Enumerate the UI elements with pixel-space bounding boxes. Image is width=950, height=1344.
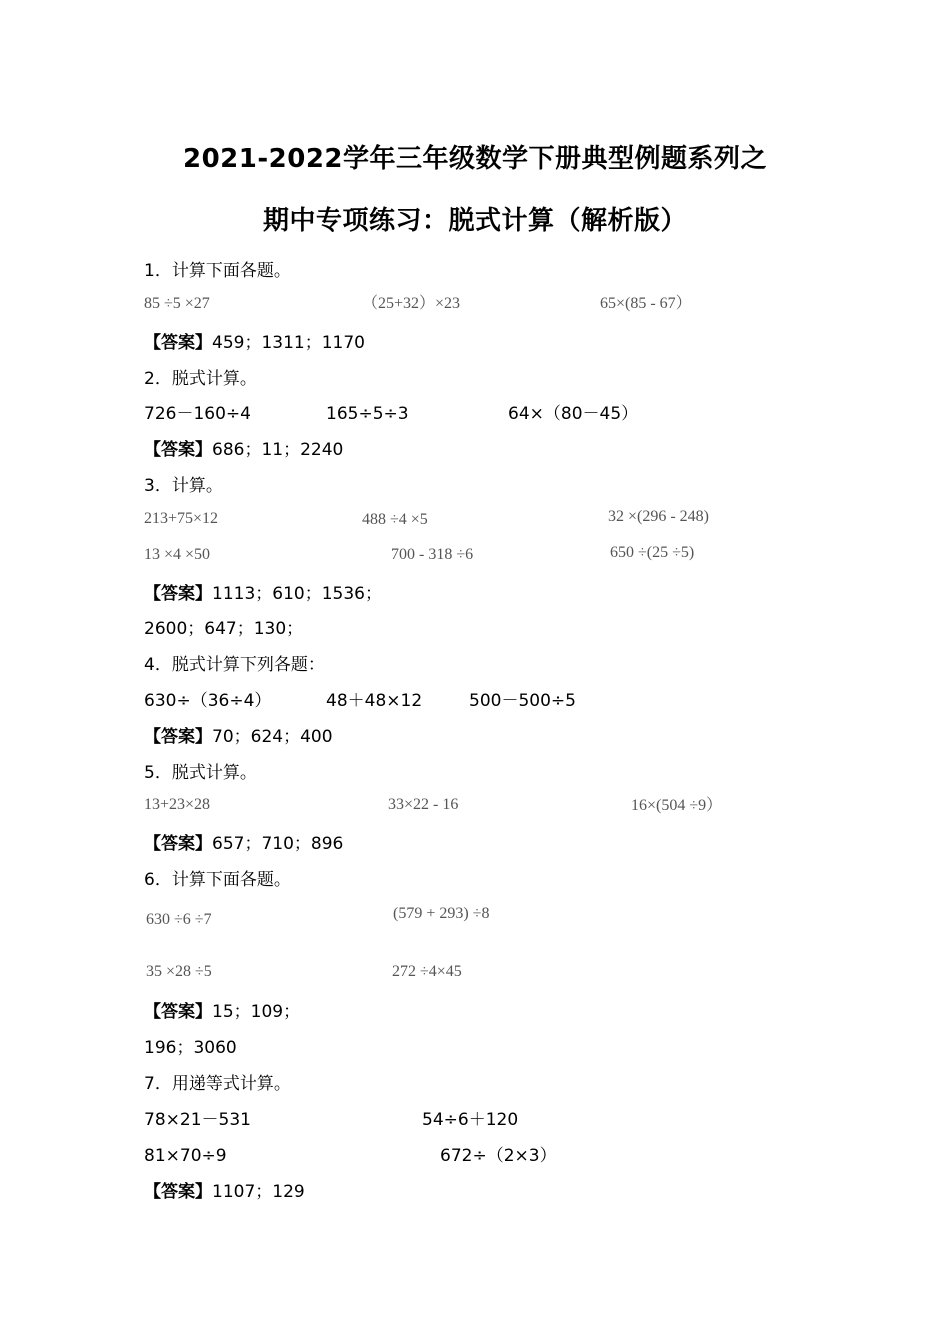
question-3-expr-4: 13 ×4 ×50 (144, 546, 211, 563)
question-3-heading: 3．计算。 (144, 476, 223, 496)
question-1-expr-2: （25+32）×23 (362, 295, 461, 312)
question-6-expr-3: 35 ×28 ÷5 (146, 963, 212, 980)
question-4-expr-1: 630÷（36÷4） (144, 691, 272, 711)
question-7-expr-4: 672÷（2×3） (440, 1146, 557, 1166)
answer-text: 1107；129 (212, 1182, 305, 1202)
question-6-expr-1: 630 ÷6 ÷7 (146, 911, 212, 928)
question-4-expr-3: 500－500÷5 (469, 691, 576, 711)
answer-text: 459；1311；1170 (212, 333, 365, 353)
question-3-expr-2: 488 ÷4 ×5 (362, 511, 428, 528)
document-title-line-2: 期中专项练习：脱式计算（解析版） (262, 206, 687, 236)
answer-label: 【答案】 (144, 1182, 212, 1202)
question-7-heading: 7．用递等式计算。 (144, 1074, 291, 1094)
question-4-heading: 4．脱式计算下列各题： (144, 655, 325, 675)
answer-text: 686；11；2240 (212, 440, 344, 460)
question-2-expr-3: 64×（80－45） (508, 404, 639, 424)
question-6-answer-line-1 (144, 1001, 300, 1023)
question-3-expr-6: 650 ÷(25 ÷5) (610, 544, 695, 561)
answer-text: 15；109； (212, 1002, 301, 1022)
question-7-expr-1: 78×21－531 (144, 1110, 251, 1130)
question-3-expr-3: 32 ×(296 - 248) (608, 508, 710, 525)
question-7-expr-2: 54÷6＋120 (422, 1110, 519, 1130)
question-7-expr-3: 81×70÷9 (144, 1146, 227, 1166)
question-5-expr-3: 16×(504 ÷9） (631, 797, 723, 814)
document-title-line-1: 2021-2022学年三年级数学下册典型例题系列之 (182, 144, 768, 174)
question-1-expr-3: 65×(85 - 67） (600, 295, 692, 312)
answer-label: 【答案】 (144, 440, 212, 460)
answer-label: 【答案】 (144, 834, 212, 854)
question-2-expr-1: 726－160÷4 (144, 404, 251, 424)
answer-text: 1113；610；1536； (212, 584, 382, 604)
question-3-answer-line-2: 2600；647；130； (144, 619, 304, 639)
question-3-answer-line-1 (144, 583, 382, 605)
question-7-answer (144, 1181, 305, 1203)
question-1-answer (144, 332, 365, 354)
question-2-heading: 2．脱式计算。 (144, 369, 257, 389)
question-6-expr-4: 272 ÷4×45 (392, 963, 462, 980)
question-2-expr-2: 165÷5÷3 (326, 404, 409, 424)
question-1-heading: 1．计算下面各题。 (144, 261, 291, 281)
question-5-answer (144, 833, 343, 855)
question-3-expr-5: 700 - 318 ÷6 (391, 546, 474, 563)
question-2-answer (144, 439, 343, 461)
question-1-expr-1: 85 ÷5 ×27 (144, 295, 210, 312)
question-3-expr-1: 213+75×12 (144, 510, 219, 527)
question-4-answer (144, 726, 333, 748)
answer-text: 657；710；896 (212, 834, 344, 854)
question-5-expr-2: 33×22 - 16 (388, 796, 459, 813)
question-6-expr-2: (579 + 293) ÷8 (393, 905, 490, 922)
answer-label: 【答案】 (144, 584, 212, 604)
question-5-heading: 5．脱式计算。 (144, 763, 257, 783)
question-4-expr-2: 48＋48×12 (326, 691, 423, 711)
question-6-answer-line-2: 196；3060 (144, 1038, 237, 1058)
answer-label: 【答案】 (144, 727, 212, 747)
answer-label: 【答案】 (144, 333, 212, 353)
question-6-heading: 6．计算下面各题。 (144, 870, 291, 890)
answer-label: 【答案】 (144, 1002, 212, 1022)
answer-text: 70；624；400 (212, 727, 333, 747)
question-5-expr-1: 13+23×28 (144, 796, 211, 813)
